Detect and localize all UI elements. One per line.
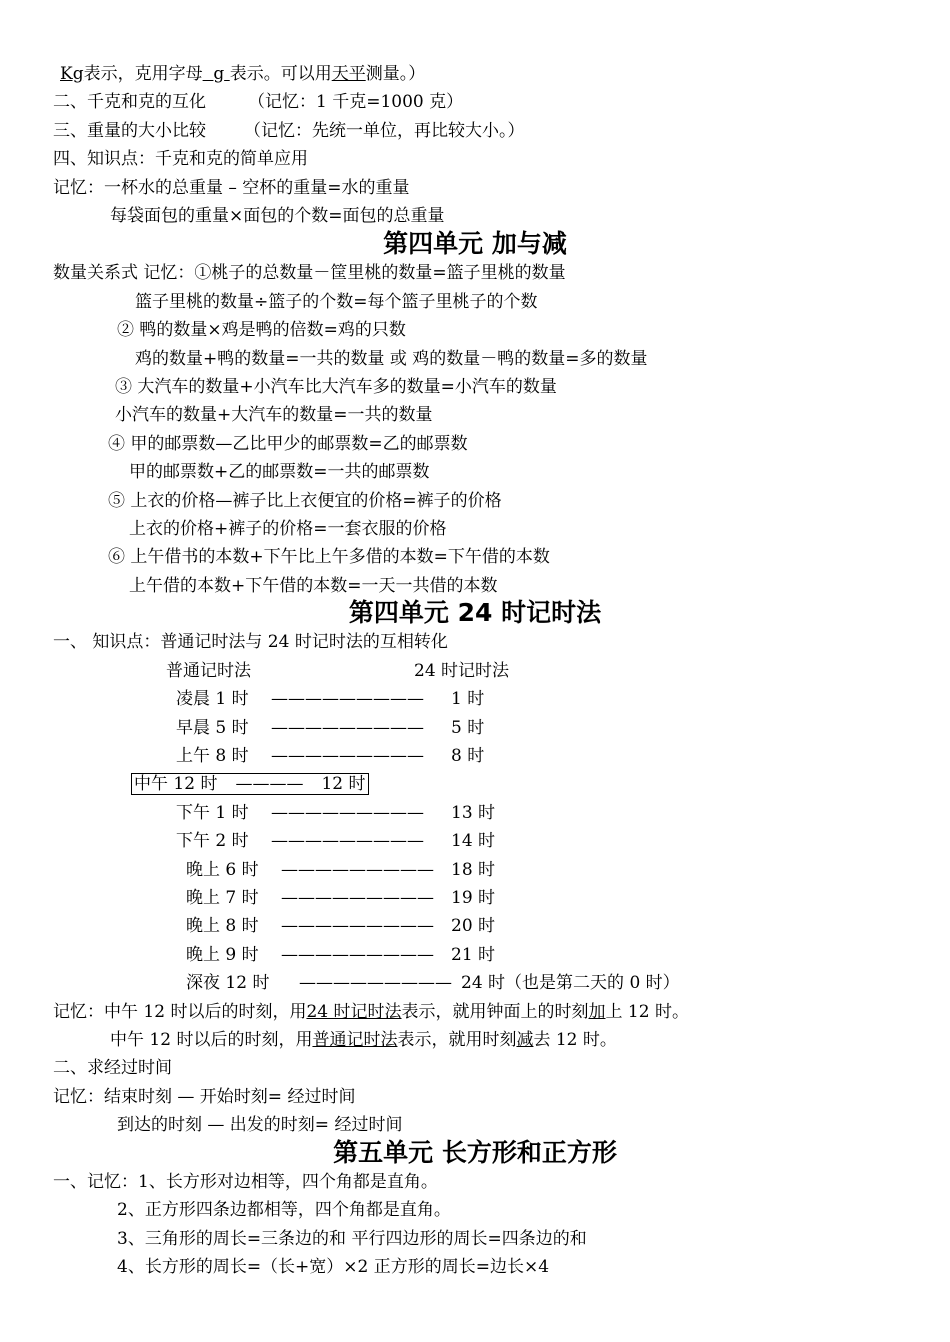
unit3-line-conversion: 二、千克和克的互化 （记忆：1 千克=1000 克） [53, 92, 464, 112]
dash-line: ————————— [271, 718, 424, 738]
balance-tool: 天平 [331, 64, 366, 84]
elapsed-heading: 二、求经过时间 [53, 1058, 172, 1078]
relation-line-9: ⑤ 上衣的价格—裤子比上衣便宜的价格=裤子的价格 [108, 491, 502, 511]
unit3-line-memo-water: 记忆：一杯水的总重量 – 空杯的重量=水的重量 [53, 178, 410, 198]
time-row: 晚上 8 时 [186, 916, 259, 936]
time-row: 晚上 9 时 [186, 945, 259, 965]
shape-memo-4: 4、长方形的周长=（长+宽）×2 正方形的周长=边长×4 [117, 1257, 550, 1277]
time-row: 早晨 5 时 [176, 718, 249, 738]
relation-line-1: 数量关系式 记忆：①桃子的总数量－筐里桃的数量=篮子里桃的数量 [53, 263, 566, 283]
time-row-24h: 21 时 [451, 945, 496, 965]
time-row-24h: 13 时 [451, 803, 496, 823]
kg-symbol: Kg [60, 64, 84, 84]
relation-line-12: 上午借的本数+下午借的本数=一天一共借的本数 [129, 576, 498, 596]
elapsed-memo-1: 记忆：结束时刻 — 开始时刻= 经过时间 [53, 1087, 356, 1107]
24h-intro: 一、 知识点：普通记时法与 24 时记时法的互相转化 [53, 632, 448, 652]
noon-row-boxed: 中午 12 时 ———— 12 时 [131, 772, 369, 796]
g-symbol: g [213, 64, 225, 84]
relation-line-10: 上衣的价格+裤子的价格=一套衣服的价格 [129, 519, 447, 539]
time-row: 深夜 12 时 [186, 973, 270, 993]
unit3-line-knowledge: 四、知识点：千克和克的简单应用 [53, 149, 308, 169]
unit4-24h-title: 第四单元 24 时记时法 [348, 598, 602, 627]
col-header-normal: 普通记时法 [166, 661, 251, 681]
elapsed-memo-2: 到达的时刻 — 出发的时刻= 经过时间 [117, 1115, 403, 1135]
shape-memo-1: 一、记忆：1、长方形对边相等，四个角都是直角。 [53, 1172, 438, 1192]
time-row-24h: 20 时 [451, 916, 496, 936]
relation-line-3: ② 鸭的数量×鸡是鸭的倍数=鸡的只数 [117, 320, 406, 340]
time-row: 下午 1 时 [176, 803, 249, 823]
dash-line: ————————— [299, 973, 452, 993]
time-row-24h: 5 时 [451, 718, 485, 738]
time-row: 晚上 6 时 [186, 860, 259, 880]
time-row-24h: 14 时 [451, 831, 496, 851]
dash-line: ————————— [271, 689, 424, 709]
memo-add-12: 记忆：中午 12 时以后的时刻，用24 时记时法表示，就用钟面上的时刻加上 12 时。 [53, 1002, 689, 1022]
time-row-24h: 19 时 [451, 888, 496, 908]
relation-line-8: 甲的邮票数+乙的邮票数=一共的邮票数 [129, 462, 430, 482]
unit3-line-memo-bread: 每袋面包的重量×面包的个数=面包的总重量 [110, 206, 445, 226]
dash-line: ————————— [271, 831, 424, 851]
col-header-24h: 24 时记时法 [414, 661, 510, 681]
shape-memo-3: 3、三角形的周长=三条边的和 平行四边形的周长=四条边的和 [117, 1229, 587, 1249]
unit5-title: 第五单元 长方形和正方形 [333, 1138, 617, 1167]
dash-line: ————————— [281, 945, 434, 965]
unit3-line-compare: 三、重量的大小比较 （记忆：先统一单位，再比较大小。） [53, 121, 525, 141]
unit4-add-sub-title: 第四单元 加与减 [383, 229, 567, 258]
unit3-line-units: Kg表示，克用字母 g 表示。可以用天平测量。） [60, 64, 426, 84]
time-row-24h: 1 时 [451, 689, 485, 709]
relation-line-7: ④ 甲的邮票数—乙比甲少的邮票数=乙的邮票数 [108, 434, 468, 454]
relation-line-6: 小汽车的数量+大汽车的数量=一共的数量 [115, 405, 433, 425]
dash-line: ————————— [271, 746, 424, 766]
dash-line: ————————— [271, 803, 424, 823]
time-row-24h: 18 时 [451, 860, 496, 880]
memo-sub-12: 中午 12 时以后的时刻，用普通记时法表示，就用时刻减去 12 时。 [110, 1030, 617, 1050]
relation-line-2: 篮子里桃的数量÷篮子的个数=每个篮子里桃子的个数 [135, 292, 538, 312]
relation-line-11: ⑥ 上午借书的本数+下午比上午多借的本数=下午借的本数 [108, 547, 550, 567]
shape-memo-2: 2、正方形四条边都相等，四个角都是直角。 [117, 1200, 451, 1220]
time-row: 晚上 7 时 [186, 888, 259, 908]
relation-line-5: ③ 大汽车的数量+小汽车比大汽车多的数量=小汽车的数量 [115, 377, 557, 397]
dash-line: ————————— [281, 888, 434, 908]
time-row: 上午 8 时 [176, 746, 249, 766]
time-row-24h: 8 时 [451, 746, 485, 766]
time-row-24h: 24 时（也是第二天的 0 时） [461, 973, 680, 993]
time-row: 凌晨 1 时 [176, 689, 249, 709]
relation-line-4: 鸡的数量+鸭的数量=一共的数量 或 鸡的数量－鸭的数量=多的数量 [135, 349, 648, 369]
dash-line: ————————— [281, 916, 434, 936]
time-row: 下午 2 时 [176, 831, 249, 851]
dash-line: ————————— [281, 860, 434, 880]
